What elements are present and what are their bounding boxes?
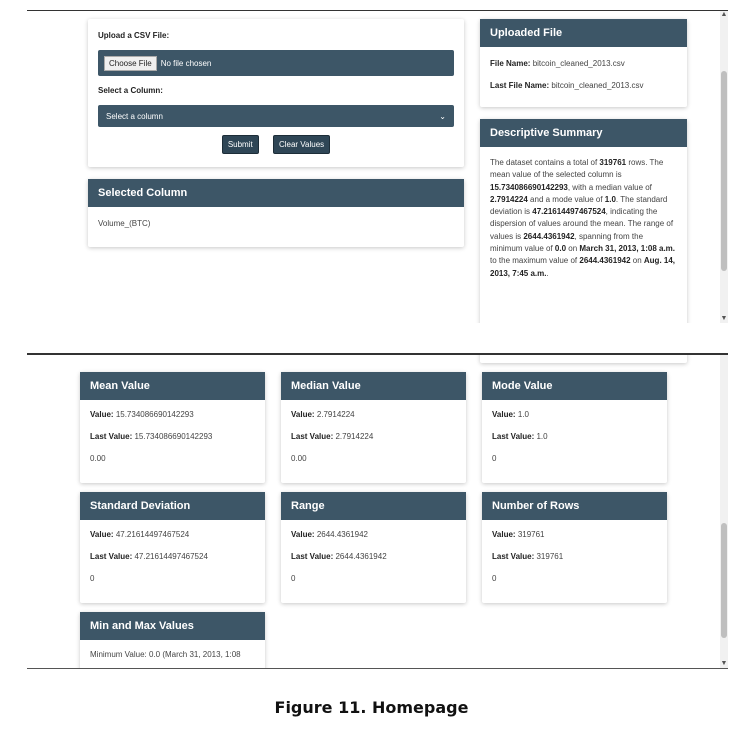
range-last-value: 2644.4361942	[335, 552, 387, 561]
last-value-label: Last Value:	[492, 552, 535, 561]
scroll-down-icon[interactable]: ▼	[720, 660, 728, 667]
last-value-label: Last Value:	[291, 432, 334, 441]
range-card	[281, 492, 466, 603]
range-extra: 0	[291, 574, 296, 583]
last-value-label: Last Value:	[291, 552, 334, 561]
screenshot-top	[27, 10, 728, 323]
std-last-value: 47.21614497467524	[134, 552, 208, 561]
median-last-value: 2.7914224	[335, 432, 374, 441]
last-file-name-value: bitcoin_cleaned_2013.csv	[551, 81, 644, 90]
uploaded-file-title: Uploaded File	[480, 19, 687, 47]
value-label: Value:	[291, 530, 315, 539]
value-label: Value:	[492, 530, 516, 539]
mode-value-title: Mode Value	[482, 372, 667, 400]
value-label: Value:	[90, 410, 114, 419]
clear-values-button[interactable]: Clear Values	[273, 135, 330, 154]
descriptive-summary-text: The dataset contains a total of 319761 rows. The mean value of the selected column is 15.734086690142293, with a median value of 2.7914224 and a mode value of 1.0. The standard deviation is 47.21614497467524, indicating the dispersion of values around the mean. The range of values is 2644.4361942, spanning from the minimum value of 0.0 on March 31, 2013, 1:08 a.m. to the maximum value of 2644.4361942 on Aug. 14, 2013, 7:45 a.m..	[490, 158, 676, 278]
uploaded-file-card	[480, 19, 687, 107]
scrollbar-thumb[interactable]	[721, 71, 727, 271]
submit-button[interactable]: Submit	[222, 135, 259, 154]
file-name-label: File Name:	[490, 59, 531, 68]
last-file-name-label: Last File Name:	[490, 81, 550, 90]
value-label: Value:	[90, 530, 114, 539]
no-file-text: No file chosen	[160, 58, 212, 68]
scrollbar-thumb[interactable]	[721, 523, 727, 638]
selected-column-card	[88, 179, 464, 247]
median-value-title: Median Value	[281, 372, 466, 400]
range-value: 2644.4361942	[316, 530, 368, 539]
median-value-card	[281, 372, 466, 483]
descriptive-summary-title: Descriptive Summary	[480, 119, 687, 147]
standard-deviation-title: Standard Deviation	[80, 492, 265, 520]
std-extra: 0	[90, 574, 95, 583]
summary-card-edge	[480, 353, 687, 363]
column-select-value: Select a column	[106, 111, 163, 121]
figure-caption: Figure 11. Homepage	[274, 698, 469, 717]
min-max-values-title: Min and Max Values	[80, 612, 265, 640]
min-max-values-card	[80, 612, 265, 669]
last-value-label: Last Value:	[492, 432, 535, 441]
choose-file-button[interactable]: Choose File	[104, 56, 157, 71]
column-select[interactable]	[98, 105, 454, 127]
mode-last-value: 1.0	[536, 432, 548, 441]
mean-value-title: Mean Value	[80, 372, 265, 400]
last-value-label: Last Value:	[90, 552, 133, 561]
rows-extra: 0	[492, 574, 497, 583]
scrollbar[interactable]	[720, 355, 728, 668]
median-extra: 0.00	[291, 454, 307, 463]
file-name-value: bitcoin_cleaned_2013.csv	[532, 59, 625, 68]
mean-value-card	[80, 372, 265, 483]
mode-value: 1.0	[517, 410, 529, 419]
scroll-down-icon[interactable]: ▼	[720, 315, 728, 322]
mode-extra: 0	[492, 454, 497, 463]
standard-deviation-card	[80, 492, 265, 603]
upload-label: Upload a CSV File:	[98, 31, 170, 40]
value-label: Value:	[492, 410, 516, 419]
min-value-text: Minimum Value: 0.0 (March 31, 2013, 1:08	[90, 650, 241, 659]
mode-value-card	[482, 372, 667, 483]
number-of-rows-card	[482, 492, 667, 603]
mean-value: 15.734086690142293	[115, 410, 194, 419]
median-value: 2.7914224	[316, 410, 355, 419]
number-of-rows-title: Number of Rows	[482, 492, 667, 520]
select-label: Select a Column:	[98, 86, 163, 95]
descriptive-summary-card	[480, 119, 687, 323]
last-value-label: Last Value:	[90, 432, 133, 441]
range-title: Range	[281, 492, 466, 520]
screenshot-bottom	[27, 353, 728, 669]
selected-column-title: Selected Column	[88, 179, 464, 207]
chevron-down-icon: ⌄	[439, 111, 446, 121]
selected-column-value: Volume_(BTC)	[98, 219, 151, 228]
scrollbar[interactable]	[720, 11, 728, 323]
scroll-up-icon[interactable]: ▲	[720, 11, 728, 18]
file-input[interactable]	[98, 50, 454, 76]
rows-value: 319761	[517, 530, 545, 539]
value-label: Value:	[291, 410, 315, 419]
rows-last-value: 319761	[536, 552, 564, 561]
mean-extra: 0.00	[90, 454, 106, 463]
mean-last-value: 15.734086690142293	[134, 432, 213, 441]
std-value: 47.21614497467524	[115, 530, 190, 539]
upload-card	[88, 19, 464, 167]
